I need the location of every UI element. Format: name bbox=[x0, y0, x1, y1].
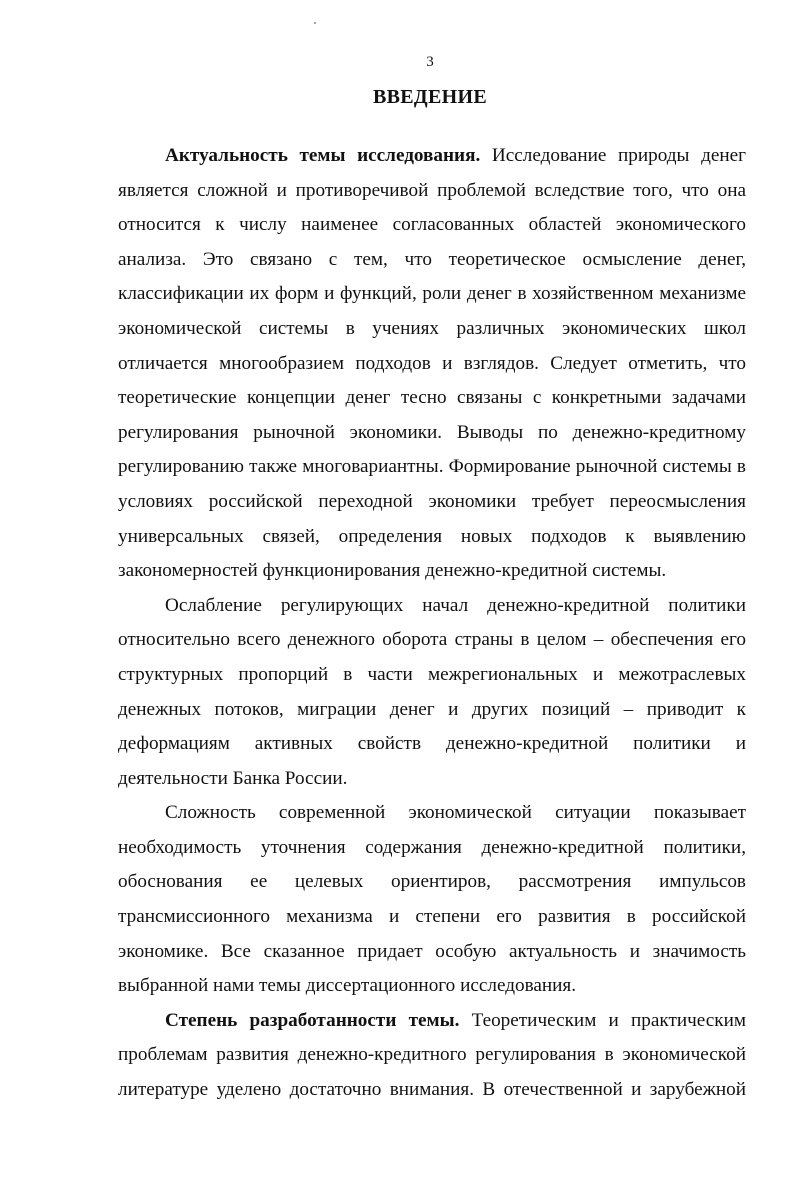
text-line: относительно всего денежного оборота страны в целом – обеспечения его bbox=[118, 629, 746, 651]
section-heading: ВВЕДЕНИЕ bbox=[373, 86, 487, 108]
text-line: относится к числу наименее согласованных областей экономического bbox=[118, 214, 746, 236]
text-line: экономике. Все сказанное придает особую актуальность и значимость bbox=[118, 940, 746, 962]
body-text bbox=[118, 139, 746, 1108]
paragraph-weakening bbox=[118, 589, 746, 797]
text-line: закономерностей функционирования денежно-кредитной системы. bbox=[118, 560, 667, 582]
paragraph-lead: Актуальность темы исследования. bbox=[165, 145, 481, 166]
text-line: деформациям активных свойств денежно-кредитной политики и bbox=[118, 733, 746, 755]
scan-speck bbox=[314, 22, 316, 24]
paragraph-relevance bbox=[118, 139, 746, 589]
text-line: Степень разработанности темы. Теоретическим и практическим bbox=[165, 1009, 746, 1031]
text-line: теоретические концепции денег тесно связаны с конкретными задачами bbox=[118, 387, 746, 409]
text-line: Сложность современной экономической ситуации показывает bbox=[165, 802, 746, 824]
text-line: литературе уделено достаточно внимания. В отечественной и зарубежной bbox=[118, 1079, 746, 1101]
page-number: 3 bbox=[426, 54, 434, 70]
text-line: трансмиссионного механизма и степени его развития в российской bbox=[118, 906, 746, 928]
text-line: необходимость уточнения содержания денежно-кредитной политики, bbox=[118, 836, 746, 858]
text-line: регулирования рыночной экономики. Выводы по денежно-кредитному bbox=[118, 421, 746, 443]
text-line: Актуальность темы исследования. Исследование природы денег bbox=[165, 145, 746, 166]
text-line: Ослабление регулирующих начал денежно-кредитной политики bbox=[165, 594, 746, 616]
text-line: анализа. Это связано с тем, что теоретическое осмысление денег, bbox=[118, 248, 746, 270]
text-line: денежных потоков, миграции денег и других позиций – приводит к bbox=[118, 698, 746, 720]
text-line: выбранной нами темы диссертационного исследования. bbox=[118, 975, 577, 997]
paragraph-lead: Степень разработанности темы. bbox=[165, 1009, 460, 1031]
text-line: условиях российской переходной экономики требует переосмысления bbox=[118, 490, 746, 512]
text-line: обоснования ее целевых ориентиров, рассмотрения импульсов bbox=[118, 871, 746, 893]
text-line: проблемам развития денежно-кредитного регулирования в экономической bbox=[118, 1044, 746, 1066]
paragraph-complexity bbox=[118, 796, 746, 1004]
paragraph-development-degree bbox=[118, 1004, 746, 1108]
text-line: регулированию также многовариантны. Формирование рыночной системы в bbox=[118, 456, 746, 478]
text-line: экономической системы в учениях различных экономических школ bbox=[118, 317, 746, 339]
text-line: является сложной и противоречивой проблемой вследствие того, что она bbox=[118, 179, 746, 201]
text-line: отличается многообразием подходов и взглядов. Следует отметить, что bbox=[118, 352, 746, 374]
text-line: универсальных связей, определения новых подходов к выявлению bbox=[118, 525, 746, 547]
text-line: деятельности Банка России. bbox=[118, 767, 348, 789]
text-line: классификации их форм и функций, роли денег в хозяйственном механизме bbox=[118, 283, 746, 305]
text-line: структурных пропорций в части межрегиональных и межотраслевых bbox=[118, 663, 746, 685]
